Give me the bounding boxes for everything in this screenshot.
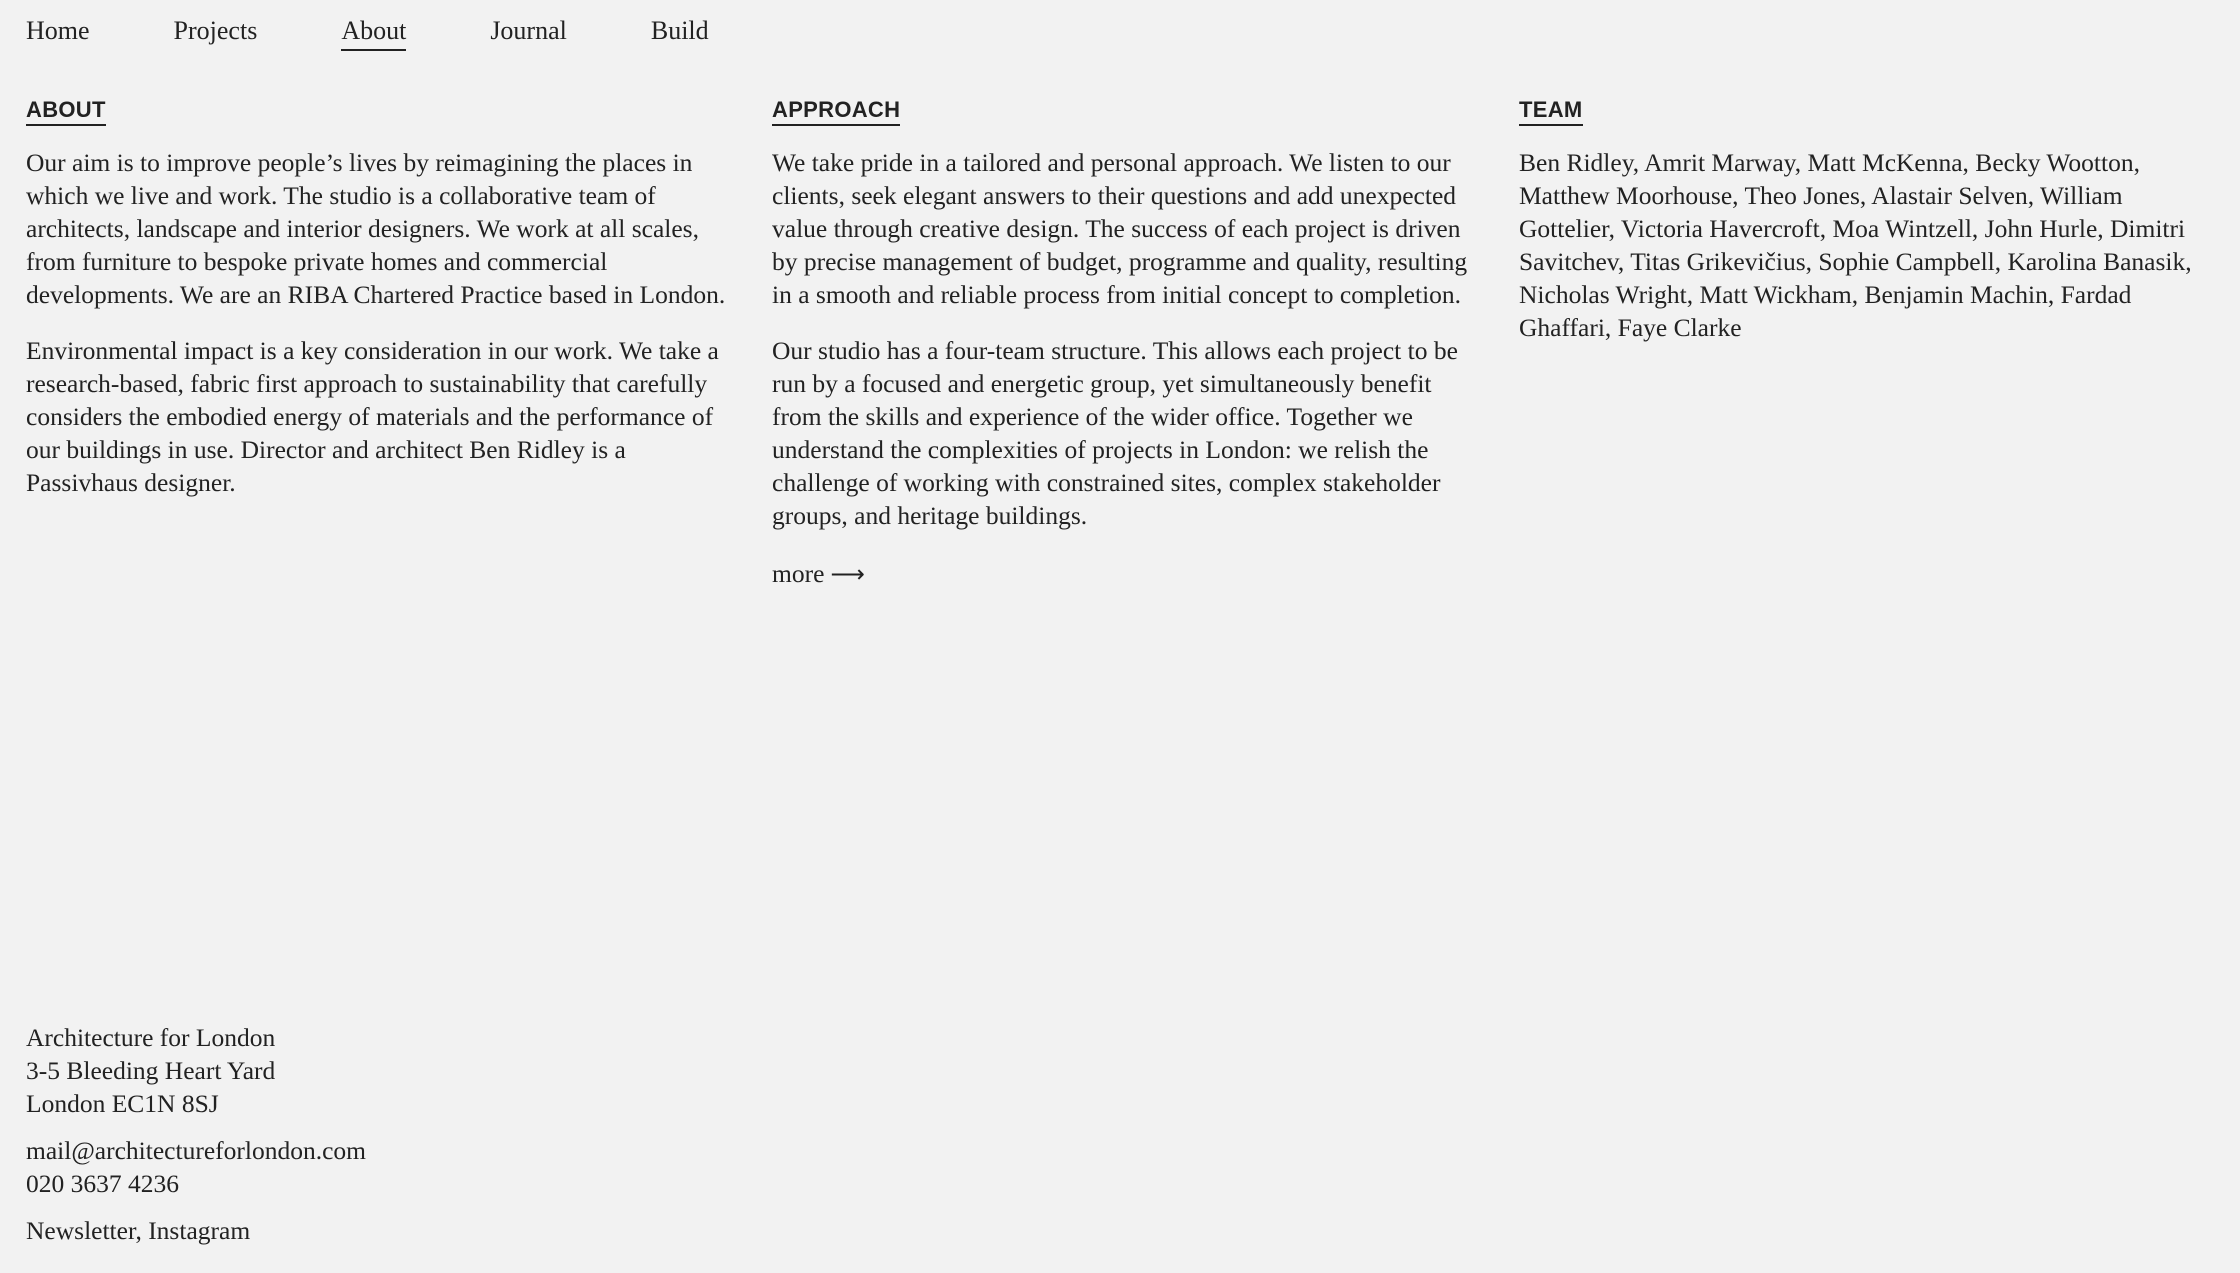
team-heading: TEAM — [1519, 97, 1583, 126]
about-section — [26, 92, 726, 522]
team-members-list: Ben Ridley, Amrit Marway, Matt McKenna, Becky Wootton, Matthew Moorhouse, Theo Jones, Alastair Selven, William Gottelier, Victoria Havercroft, Moa Wintzell, John Hurle, Dimitri Savitchev, Titas Grikevičius, Sophie Campbell, Karolina Banasik, Nicholas Wright, Matt Wickham, Benjamin Machin, Fardad Ghaffari, Faye Clarke — [1519, 148, 2192, 342]
approach-heading: APPROACH — [772, 97, 900, 126]
company-name: Architecture for London — [26, 1023, 276, 1052]
nav-projects-link[interactable]: Projects — [173, 16, 258, 45]
team-section — [1519, 92, 2219, 367]
approach-section — [772, 92, 1472, 591]
address-city: London EC1N 8SJ — [26, 1089, 219, 1118]
about-heading: ABOUT — [26, 97, 106, 126]
footer-contact — [26, 1134, 366, 1200]
more-link-label: more — [772, 559, 825, 588]
address-street: 3-5 Bleeding Heart Yard — [26, 1056, 276, 1085]
arrow-right-icon: ⟶ — [830, 560, 865, 588]
footer — [26, 1021, 366, 1261]
nav-build-link[interactable]: Build — [650, 16, 709, 45]
email-link[interactable]: mail@architectureforlondon.com — [26, 1136, 366, 1165]
about-paragraph: Environmental impact is a key consideration in our work. We take a research-based, fabric first approach to sustainability that carefully considers the embodied energy of materials and the performance of our buildings in use. Director and architect Ben Ridley is a Passivhaus designer. — [26, 336, 719, 497]
nav-journal-link[interactable]: Journal — [490, 16, 567, 45]
instagram-link[interactable]: Instagram — [148, 1216, 251, 1245]
more-link[interactable] — [772, 557, 865, 591]
nav-home-link[interactable]: Home — [26, 16, 90, 45]
newsletter-link[interactable]: Newsletter — [26, 1216, 136, 1245]
phone-link[interactable]: 020 3637 4236 — [26, 1169, 179, 1198]
link-separator: , — [135, 1216, 149, 1245]
footer-address — [26, 1021, 366, 1120]
approach-paragraph: We take pride in a tailored and personal approach. We listen to our clients, seek elegant answers to their questions and add unexpected value through creative design. The success of each project is driven by precise management of budget, programme and quality, resulting in a smooth and reliable process from initial concept to completion. — [772, 148, 1468, 309]
main-nav — [26, 14, 793, 51]
nav-about-link[interactable]: About — [341, 14, 406, 51]
about-paragraph: Our aim is to improve people’s lives by reimagining the places in which we live and work. The studio is a collaborative team of architects, landscape and interior designers. We work at all scales, from furniture to bespoke private homes and commercial developments. We are an RIBA Chartered Practice based in London. — [26, 148, 726, 309]
footer-social — [26, 1214, 366, 1247]
approach-paragraph: Our studio has a four-team structure. This allows each project to be run by a focused and energetic group, yet simultaneously benefit from the skills and experience of the wider office. Together we understand the complexities of projects in London: we relish the challenge of working with constrained sites, complex stakeholder groups, and heritage buildings. — [772, 336, 1458, 530]
